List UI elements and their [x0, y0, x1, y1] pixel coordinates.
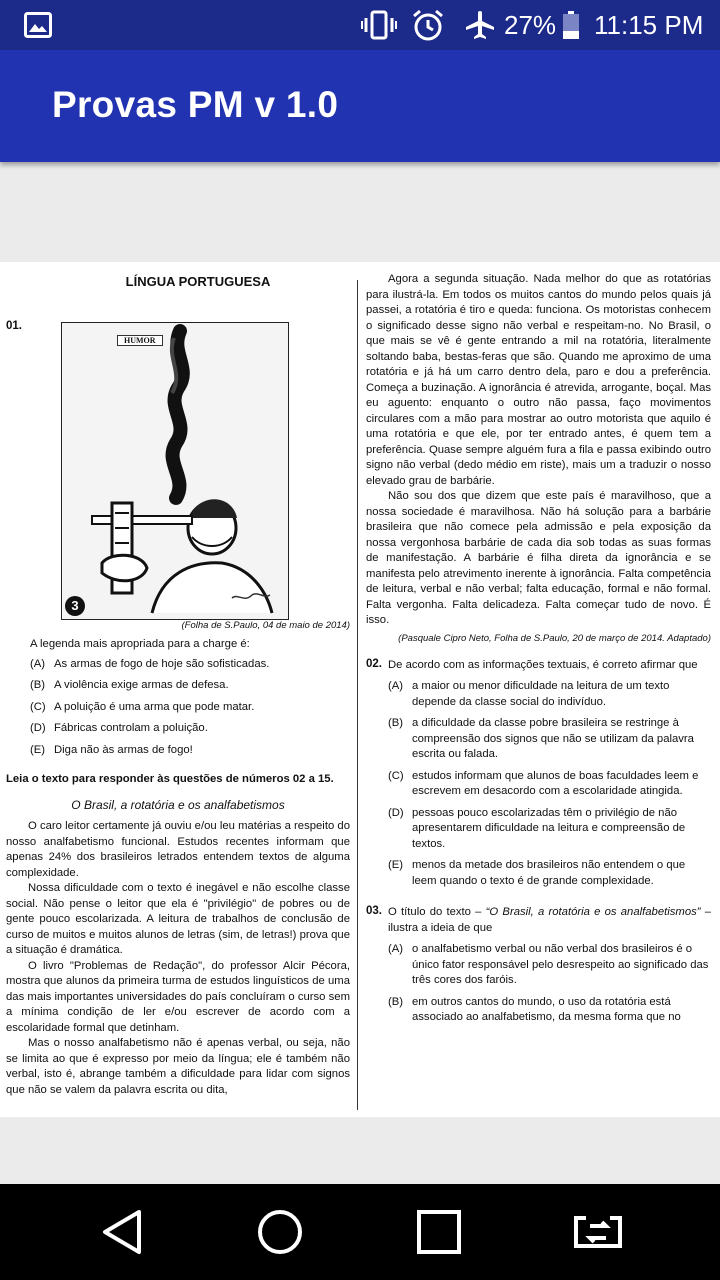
- paragraph: Não sou dos que dizem que este país é maravilhoso, que a nossa sociedade é maravilhosa. Não há solução para a barbárie brasileira que não comece pela admissão e pela exposição da nossa vergonhosa barbárie de cada dia sob todas as suas formas de manifestação. A barbárie é filha direta da ignorância e se manifesta pelo atrevimento inerente à ignorância. Falta competência de leitura, verbal e não verbal; falta educação, formal e não formal. Falta vergonha. Falta delicadeza. Falta começar tudo de novo. É isso.: [366, 490, 711, 626]
- battery-icon: [562, 0, 580, 50]
- question-prompt: De acordo com as informações textuais, é correto afirmar que: [388, 658, 698, 671]
- option-a[interactable]: (A) o analfabetismo verbal ou não verbal dos brasileiros é o único fator responsável pelo desrespeito ao significado das três cores dos faróis.: [388, 943, 709, 986]
- cartoon-tag: HUMOR: [117, 335, 163, 346]
- cartoon-image: [61, 322, 289, 620]
- section-title: LÍNGUA PORTUGUESA: [125, 274, 271, 289]
- option-d[interactable]: (D) pessoas pouco escolarizadas têm o privilégio de não apresentarem dificuldade na leitura e compreensão de textos.: [388, 806, 686, 850]
- cartoon-number-badge: 3: [65, 596, 85, 616]
- question-number: 01.: [6, 320, 22, 332]
- back-button[interactable]: [90, 1202, 154, 1262]
- left-column: [6, 272, 350, 1096]
- option-b[interactable]: (B) em outros cantos do mundo, o uso da rotatória está associado ao analfabetismo, da mesma forma que no: [388, 995, 681, 1023]
- question-prompt: O título do texto – “O Brasil, a rotatória e os analfabetismos” – ilustra a ideia de que: [388, 906, 712, 934]
- vibrate-icon: [361, 0, 397, 50]
- option-d[interactable]: (D) Fábricas controlam a poluição.: [30, 722, 208, 734]
- image-notification-icon: [24, 0, 52, 50]
- text-title: O Brasil, a rotatória e os analfabetismos: [71, 797, 285, 812]
- q01-options: [30, 657, 350, 759]
- screen-mirror-button[interactable]: [566, 1202, 630, 1262]
- question-number: 03.: [366, 905, 382, 917]
- reading-instruction: Leia o texto para responder às questões de números 02 a 15.: [6, 773, 334, 785]
- option-e[interactable]: (E) menos da metade dos brasileiros não entendem o que leem quando o texto é de grande complexidade.: [388, 859, 686, 887]
- left-text-body: [6, 819, 350, 1098]
- question-03: [366, 905, 711, 1026]
- airplane-mode-icon: [464, 0, 496, 50]
- option-b[interactable]: (B) a dificuldade da classe pobre brasileira se restringe à compreensão dos signos que não se utilizam da palavra escrita ou falada.: [388, 717, 694, 760]
- question-number: 02.: [366, 657, 382, 670]
- paragraph: O livro "Problemas de Redação", do professor Alcir Pécora, mostra que alunos da primeira turma de estudos linguísticos de uma das mais importantes universidades do país concluíram o curso sem a mínima condição de ler e/ou escrever de acordo com a escolaridade formal que detinham.: [6, 959, 350, 1034]
- home-icon: [255, 1207, 305, 1257]
- paragraph: Nossa dificuldade com o texto é inegável e não escolhe classe social. Não pense o leitor que ela é "privilégio" de pobres ou de gente pouco escolarizada. A leitura de trabalhos de conclusão de curso de muitos e muitos alunos de letras (sim, de letras!) prova que a situação é dramática.: [6, 882, 350, 956]
- exam-page-viewer[interactable]: [0, 262, 720, 1117]
- text-source: (Pasquale Cipro Neto, Folha de S.Paulo, 20 de março de 2014. Adaptado): [398, 632, 711, 644]
- option-e[interactable]: (E) Diga não às armas de fogo!: [30, 743, 193, 756]
- option-c[interactable]: (C) A poluição é uma arma que pode matar.: [30, 700, 255, 713]
- option-c[interactable]: (C) estudos informam que alunos de boas faculdades leem e escrevem em desacordo com a escolaridade atingida.: [388, 769, 699, 797]
- question-prompt: A legenda mais apropriada para a charge é:: [30, 638, 250, 650]
- paragraph: Mas o nosso analfabetismo não é apenas verbal, ou seja, não se limita ao que é expresso por meio da língua; ele é também não verbal, isto é, abrange também a dificuldade para lidar com signos que não se valem da palavra escrita ou dita,: [6, 1037, 350, 1096]
- paragraph: O caro leitor certamente já ouviu e/ou leu matérias a respeito do nosso analfabetismo funcional. Estudos recentes informam que apenas 24% dos brasileiros letrados entendem textos de alguma complexidade.: [6, 820, 350, 879]
- option-b[interactable]: (B) A violência exige armas de defesa.: [30, 679, 229, 691]
- clock: 11:15 PM: [594, 9, 704, 40]
- navigation-bar: [0, 1184, 720, 1280]
- cartoon-source: (Folha de S.Paulo, 04 de maio de 2014): [181, 620, 350, 631]
- battery-percentage: 27%: [504, 9, 557, 40]
- recents-button[interactable]: [407, 1202, 471, 1262]
- screen-mirror-icon: [570, 1212, 626, 1252]
- recents-icon: [416, 1209, 462, 1255]
- option-a[interactable]: (A) a maior ou menor dificuldade na leitura de um texto depende da classe social do indivíduo.: [388, 680, 670, 708]
- question-02: [366, 658, 711, 890]
- app-title: Provas PM v 1.0: [52, 84, 339, 125]
- app-bar: [0, 50, 720, 162]
- back-icon: [99, 1208, 145, 1256]
- column-divider: [357, 280, 358, 1110]
- option-a[interactable]: (A) As armas de fogo de hoje são sofisticadas.: [30, 657, 270, 670]
- status-bar: [0, 0, 720, 50]
- alarm-icon: [411, 0, 445, 50]
- home-button[interactable]: [248, 1202, 312, 1262]
- right-column: [366, 272, 711, 1026]
- paragraph: Agora a segunda situação. Nada melhor do que as rotatórias para ilustrá-la. Em todos os muitos cantos do mundo pelos quais já passei, a rotatória é tiro e queda: funciona. Os motoristas conhecem o significado desse signo não verbal e respeitam-no. No Brasil, o que mais se vê é gente entrando a mil na rotatória, literalmente soltando baba, bestas-feras que são. Quando me aproximo de uma rotatória e já há um carro dentro dela, paro e dou a preferência. Começa a buzinação. A ignorância é atrevida, arrogante, boçal. Mas eu aguento: enquanto o outro não passa, faço movimentos circulares com a mão para mostrar ao outro motorista que aquilo é uma rotatória e que ele, por ter entrado antes, é quem tem a preferência. Quase sempre alguém fura a fila e passa exibindo outro signo não verbal (dedo médio em riste), mais um a traduzir o nosso elevado grau de barbárie.: [366, 273, 711, 487]
